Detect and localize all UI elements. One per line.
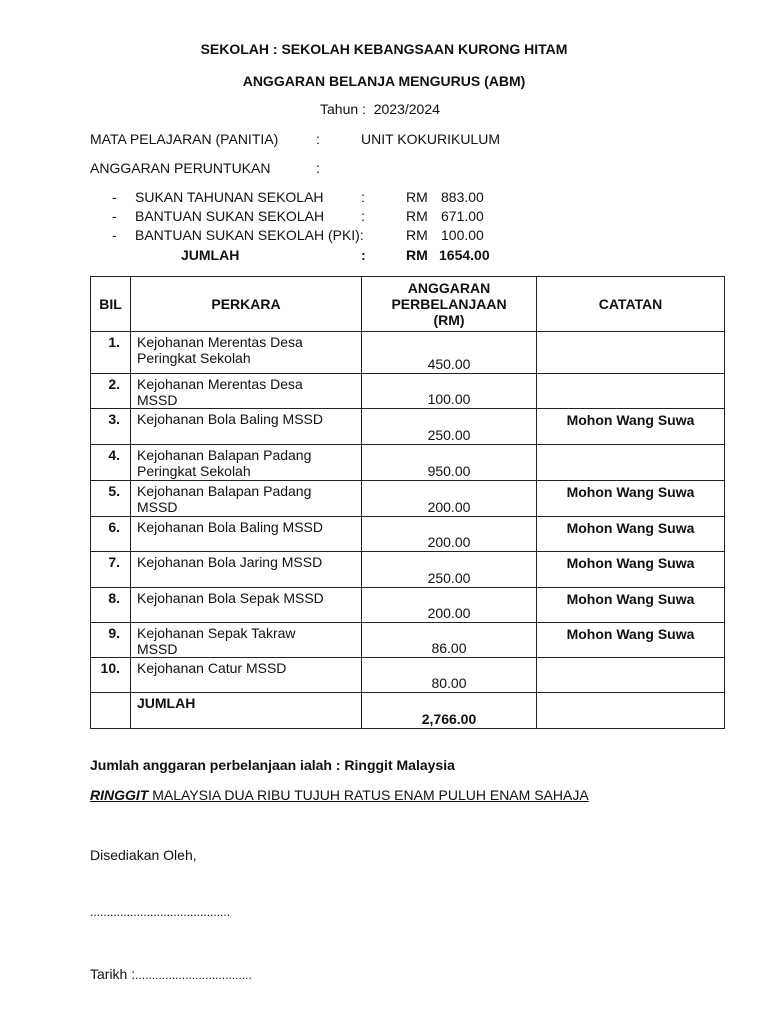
row-bil: 2. [91,374,131,409]
row-amount: 450.00 [362,332,537,374]
header-bil: BIL [91,277,131,332]
row-note: Mohon Wang Suwa [537,588,725,623]
row-perkara-line1: Kejohanan Bola Baling MSSD [137,411,324,427]
row-amount: 250.00 [362,552,537,588]
row-perkara-line2: MSSD [137,641,178,657]
row-bil: 1. [91,332,131,374]
row-perkara-line2: MSSD [137,392,178,408]
row-bil: 6. [91,517,131,552]
row-amount: 250.00 [362,409,537,445]
school-title: SEKOLAH : SEKOLAH KEBANGSAAN KURONG HITAM [200,41,568,57]
row-bil: 9. [91,623,131,658]
row-note: Mohon Wang Suwa [537,481,725,517]
allocation-total-currency: RM [406,247,428,263]
row-perkara [131,374,362,409]
row-bil: 8. [91,588,131,623]
header-anggaran-line3: (RM) [433,312,465,328]
subject-value: UNIT KOKURIKULUM [361,131,500,147]
allocation-colon: : [361,189,365,205]
row-amount: 200.00 [362,588,537,623]
row-note [537,374,725,409]
row-bil: 4. [91,445,131,481]
row-perkara [131,445,362,481]
year-line [320,101,440,117]
row-perkara-line1: Kejohanan Bola Jaring MSSD [137,554,323,570]
row-bil: 3. [91,409,131,445]
table-row [91,481,725,517]
total-bil-cell [91,693,131,729]
table-row [91,445,725,481]
allocation-currency: RM [406,227,428,243]
row-note [537,658,725,693]
row-perkara-line2: Peringkat Sekolah [137,350,251,366]
allocation-amount: 100.00 [441,227,484,243]
allocation-name: BANTUAN SUKAN SEKOLAH [135,208,325,224]
header-anggaran-line2: PERBELANJAAN [391,296,507,312]
header-perkara: PERKARA [131,277,362,332]
list-dash: - [112,227,117,243]
row-perkara-line2: MSSD [137,499,178,515]
allocation-amount: 883.00 [441,189,484,205]
prepared-by: Disediakan Oleh, [90,847,197,863]
total-note-cell [537,693,725,729]
table-row [91,658,725,693]
amount-words-italic: RINGGIT [90,787,149,803]
allocation-colon: : [316,160,320,176]
total-label: JUMLAH [131,693,362,729]
allocation-name: BANTUAN SUKAN SEKOLAH (PKI): [135,227,364,243]
allocation-total-amount: 1654.00 [439,247,490,263]
table-row [91,552,725,588]
year-value: 2023/2024 [373,101,440,117]
table-row [91,623,725,658]
allocation-total-colon: : [361,247,366,263]
row-note [537,332,725,374]
amount-in-words [90,787,589,803]
subject-label: MATA PELAJARAN (PANITIA) [90,131,279,147]
total-amount: 2,766.00 [362,693,537,729]
table-row [91,517,725,552]
row-perkara [131,332,362,374]
row-perkara [131,623,362,658]
subject-colon: : [316,131,320,147]
row-perkara-line1: Kejohanan Balapan Padang [137,483,312,499]
row-bil: 10. [91,658,131,693]
allocation-colon: : [361,208,365,224]
amount-words-rest: MALAYSIA DUA RIBU TUJUH RATUS ENAM PULUH ENAM SAHAJA [148,787,589,803]
row-perkara-line1: Kejohanan Catur MSSD [137,660,287,676]
row-perkara [131,517,362,552]
row-amount: 86.00 [362,623,537,658]
allocation-amount: 671.00 [441,208,484,224]
row-note [537,445,725,481]
date-line [90,966,252,982]
row-note: Mohon Wang Suwa [537,409,725,445]
date-dots: ................................... [135,968,252,982]
row-perkara-line1: Kejohanan Bola Sepak MSSD [137,590,324,606]
row-perkara [131,409,362,445]
row-note: Mohon Wang Suwa [537,552,725,588]
header-catatan: CATATAN [537,277,725,332]
row-note: Mohon Wang Suwa [537,517,725,552]
row-perkara [131,481,362,517]
table-row [91,374,725,409]
row-amount: 950.00 [362,445,537,481]
header-anggaran-line1: ANGGARAN [407,280,491,296]
date-label: Tarikh : [90,966,136,982]
year-label: Tahun : [320,101,366,117]
table-header-row [91,277,725,332]
document-title: ANGGARAN BELANJA MENGURUS (ABM) [242,73,526,89]
row-bil: 7. [91,552,131,588]
allocation-total-label: JUMLAH [181,247,240,263]
row-perkara-line1: Kejohanan Bola Baling MSSD [137,519,324,535]
row-note: Mohon Wang Suwa [537,623,725,658]
table-total-row [91,693,725,729]
row-amount: 200.00 [362,517,537,552]
table-row [91,409,725,445]
signature-line: .......................................... [90,905,231,919]
row-perkara-line1: Kejohanan Merentas Desa [137,376,303,392]
list-dash: - [112,208,117,224]
list-dash: - [112,189,117,205]
row-perkara-line1: Kejohanan Balapan Padang [137,447,312,463]
table-row [91,588,725,623]
budget-table [90,276,725,729]
summary-line: Jumlah anggaran perbelanjaan ialah : Ringgit Malaysia [90,757,455,773]
row-perkara-line1: Kejohanan Sepak Takraw [137,625,296,641]
allocation-name: SUKAN TAHUNAN SEKOLAH [135,189,324,205]
row-perkara [131,588,362,623]
allocation-currency: RM [406,208,428,224]
row-bil: 5. [91,481,131,517]
row-amount: 200.00 [362,481,537,517]
row-amount: 100.00 [362,374,537,409]
row-perkara-line1: Kejohanan Merentas Desa [137,334,303,350]
allocation-label: ANGGARAN PERUNTUKAN [90,160,271,176]
row-perkara-line2: Peringkat Sekolah [137,463,251,479]
row-perkara [131,658,362,693]
row-perkara [131,552,362,588]
header-anggaran [362,277,537,332]
allocation-currency: RM [406,189,428,205]
row-amount: 80.00 [362,658,537,693]
table-row [91,332,725,374]
